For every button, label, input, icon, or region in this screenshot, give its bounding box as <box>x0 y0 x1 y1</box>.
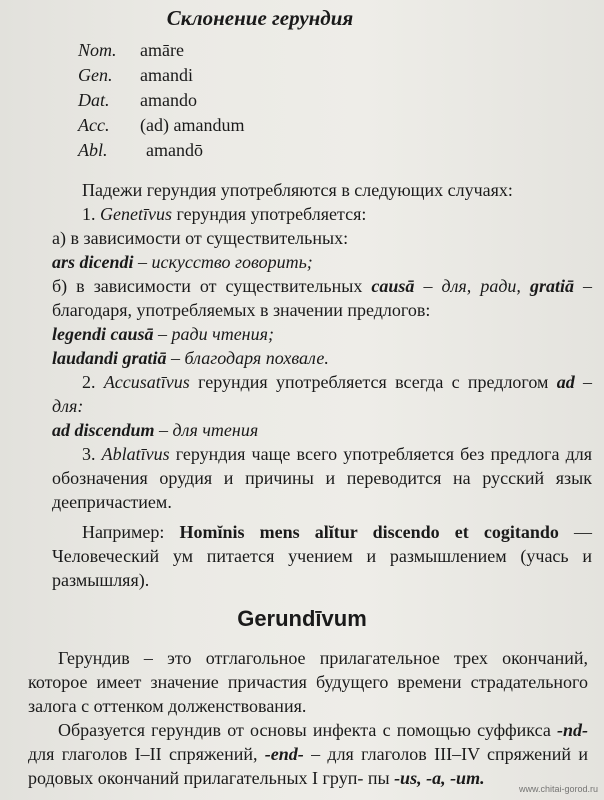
gerundivum-section <box>28 646 588 790</box>
declension-row <box>78 138 244 163</box>
genetivus-heading <box>52 202 592 226</box>
case-form: amāre <box>140 40 184 60</box>
gerundivum-definition: Герундив – это отглагольное прилагательное трех окончаний, которое имеет значение причастия будущего времени страдательного залога с оттенком долженствования. <box>28 648 588 716</box>
latin-example: ars dicendi <box>52 252 134 272</box>
translation: – ради чтения; <box>153 324 274 344</box>
text-segment: пы <box>367 768 395 788</box>
text-segment: б) в зависимости от существительных <box>52 276 372 296</box>
latin-word: gratiā <box>529 276 574 296</box>
case-name: Ablatīvus <box>101 444 170 464</box>
case-form: amando <box>140 90 197 110</box>
example-line <box>52 250 592 274</box>
translation: – искусство говорить; <box>133 252 313 272</box>
text-segment: для глаголов I–II спряжений, <box>28 744 265 764</box>
case-label: Acc. <box>78 115 110 135</box>
ablativus-paragraph <box>0 442 592 514</box>
case-label: Nom. <box>78 40 117 60</box>
latin-example: ad discendum <box>52 420 155 440</box>
declension-row <box>78 88 244 113</box>
declension-row <box>78 63 244 88</box>
gerundivum-formation <box>28 718 588 790</box>
case-label: Dat. <box>78 90 110 110</box>
text-segment: – для, ради, <box>414 276 530 296</box>
page-title: Склонение герундия <box>166 6 354 30</box>
item-text: герундия чаще всего употребляется без предлога для обозначения орудия и причины и переводится на русский язык деепричастием. <box>52 444 592 512</box>
latin-sentence: Homĭnis mens alĭtur discendo et cogitando <box>179 522 559 542</box>
text-segment: Образуется герундив от основы инфекта с помощью суффикса <box>58 720 557 740</box>
latin-word: causā <box>371 276 415 296</box>
case-form: amandi <box>140 65 193 85</box>
suffix: -nd- <box>557 720 588 740</box>
example-line <box>52 322 592 346</box>
latin-example: laudandi gratiā <box>52 348 167 368</box>
latin-word: ad <box>556 372 575 392</box>
case-label: Abl. <box>78 140 108 160</box>
latin-example: legendi causā <box>52 324 154 344</box>
declension-row <box>78 113 244 138</box>
text-segment: – благодаря, употребляемых в значении предлогов: <box>52 276 592 320</box>
case-form: amandō <box>146 140 203 160</box>
item-number: 3. <box>82 444 96 464</box>
accusativus-heading <box>52 370 592 418</box>
declension-row <box>78 38 244 63</box>
endings: -us, -a, -um. <box>394 768 485 788</box>
usage-section <box>52 178 592 592</box>
section-heading: Gerundīvum <box>237 606 367 631</box>
text-segment: – для глаголов III–IV спряжений и родовых окончаний прилагательных I груп- <box>28 744 588 788</box>
example-line <box>52 418 592 442</box>
genetivus-point-a: а) в зависимости от существительных: <box>52 228 349 248</box>
item-number: 1. <box>82 204 96 224</box>
example-paragraph <box>52 520 592 592</box>
usage-intro: Падежи герундия употребляются в следующих случаях: <box>82 180 513 200</box>
translation: – для: <box>52 372 593 416</box>
item-text: герундия употребляется всегда с предлогом <box>189 372 557 392</box>
example-line <box>52 346 592 370</box>
declension-table <box>78 38 244 163</box>
case-label: Gen. <box>78 65 113 85</box>
case-form: (ad) amandum <box>140 115 245 135</box>
translation: – для чтения <box>154 420 259 440</box>
case-name: Genetīvus <box>100 204 172 224</box>
translation: — Человеческий ум питается учением и размышлением (учась и размышляя). <box>52 522 592 590</box>
suffix: -end- <box>264 744 304 764</box>
item-text: герундия употребляется: <box>176 204 367 224</box>
text-segment: Например: <box>82 522 180 542</box>
translation: – благодаря похвале. <box>166 348 329 368</box>
genetivus-point-b <box>52 274 592 322</box>
watermark: www.chitai-gorod.ru <box>518 784 598 794</box>
item-number: 2. <box>82 372 96 392</box>
case-name: Accusatīvus <box>103 372 190 392</box>
